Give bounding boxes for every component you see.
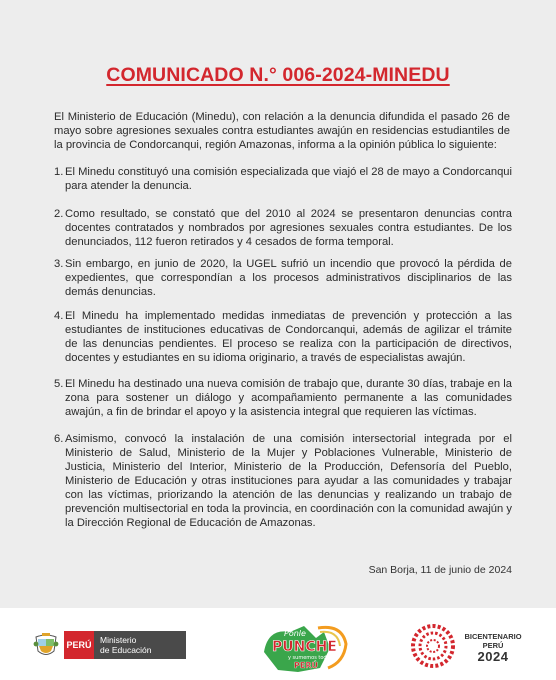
ponle-logo-text: Ponle [284, 629, 306, 638]
list-item-number: 2. [54, 208, 64, 220]
list-item-text: El Minedu ha implementado medidas inmediatas de prevención y protección a las estudiantes de instituciones educativas de Condorcanqui, además de agilizar el trámite de las denuncias pendientes. El proceso se realiza con la participación de directivos, docentes y estudiantes en su idioma originario, a través de especialistas awajún. [65, 310, 512, 364]
list-item-number: 4. [54, 310, 64, 322]
list-item-text: Asimismo, convocó la instalación de una comisión intersectorial integrada por el Ministerio de Salud, Ministerio de la Mujer y Poblaciones Vulnerable, Ministerio de Justicia, Ministerio del Interior, Ministerio de la Producción, Defensoría del Pueblo, Ministerio de Educación y otras instituciones para ayudar a las comunidades y trabajar con las víctimas, priorizando la atención de las denuncias y realizando un trabajo de prevención multisectorial en toda la provincia, en coordinación con la comunidad awajún y la Dirección Regional de Educación de Amazonas. [65, 433, 512, 529]
svg-text:PUNCHE: PUNCHE [272, 639, 337, 655]
bicentenario-logo [410, 620, 530, 672]
coat-of-arms-icon [32, 631, 60, 659]
list-item [54, 257, 512, 299]
list-item-text: El Minedu constituyó una comisión especializada que viajó el 28 de mayo a Condorcanqui para atender la denuncia. [65, 166, 512, 192]
list-item [54, 432, 512, 530]
list-item [54, 377, 512, 419]
list-item [54, 309, 512, 365]
intro-paragraph: El Ministerio de Educación (Minedu), con relación a la denuncia difundida el pasado 26 de mayo sobre agresiones sexuales contra estudiantes awajún en residencias estudiantiles de la provincia de Condorcanqui, región Amazonas, informa a la opinión pública lo siguiente: [54, 111, 510, 151]
list-item-number: 1. [54, 166, 64, 178]
bicentenario-line-2: PERÚ [482, 641, 504, 650]
svg-text:y sumemos todos: y sumemos todos [288, 655, 333, 661]
list-item-number: 6. [54, 433, 64, 445]
communique-title: COMUNICADO N.° 006-2024-MINEDU [106, 64, 450, 86]
svg-text:PERÚ: PERÚ [294, 661, 318, 670]
list-item [54, 165, 512, 193]
gob-peru-logo [32, 631, 186, 659]
date-line: San Borja, 11 de junio de 2024 [368, 564, 512, 576]
bicentenario-text [458, 632, 528, 664]
bicentenario-line-1: BICENTENARIO [464, 632, 522, 641]
peru-label: PERÚ [64, 631, 94, 659]
list-item-number: 5. [54, 378, 64, 390]
list-item-text: El Minedu ha destinado una nueva comisión de trabajo que, durante 30 días, trabaje en la zona para sostener un diálogo y acompañamiento permanente a las comunidades awajún, a fin de brindar el apoyo y la asistencia integral que requieren las víctimas. [65, 378, 512, 418]
ministry-line-1: Ministerio [100, 635, 137, 645]
list-item-number: 3. [54, 258, 64, 270]
ministry-label [94, 631, 186, 659]
list-item-text: Sin embargo, en junio de 2020, la UGEL sufrió un incendio que provocó la pérdida de expedientes, que correspondían a los procesos administrativos disciplinarios de las demás denuncias. [65, 258, 512, 298]
footer-logos [0, 608, 556, 680]
bicentenario-emblem-icon [410, 623, 456, 669]
ponle-punche-logo [258, 618, 354, 676]
list-item [54, 207, 512, 249]
bicentenario-year: 2024 [477, 649, 509, 664]
list-item-text: Como resultado, se constató que del 2010 al 2024 se presentaron denuncias contra docentes contratados y nombrados por agresiones sexuales contra estudiantes. De los denunciados, 112 fueron retirados y 4 cesados de forma temporal. [65, 208, 512, 248]
ministry-line-2: de Educación [100, 645, 152, 655]
